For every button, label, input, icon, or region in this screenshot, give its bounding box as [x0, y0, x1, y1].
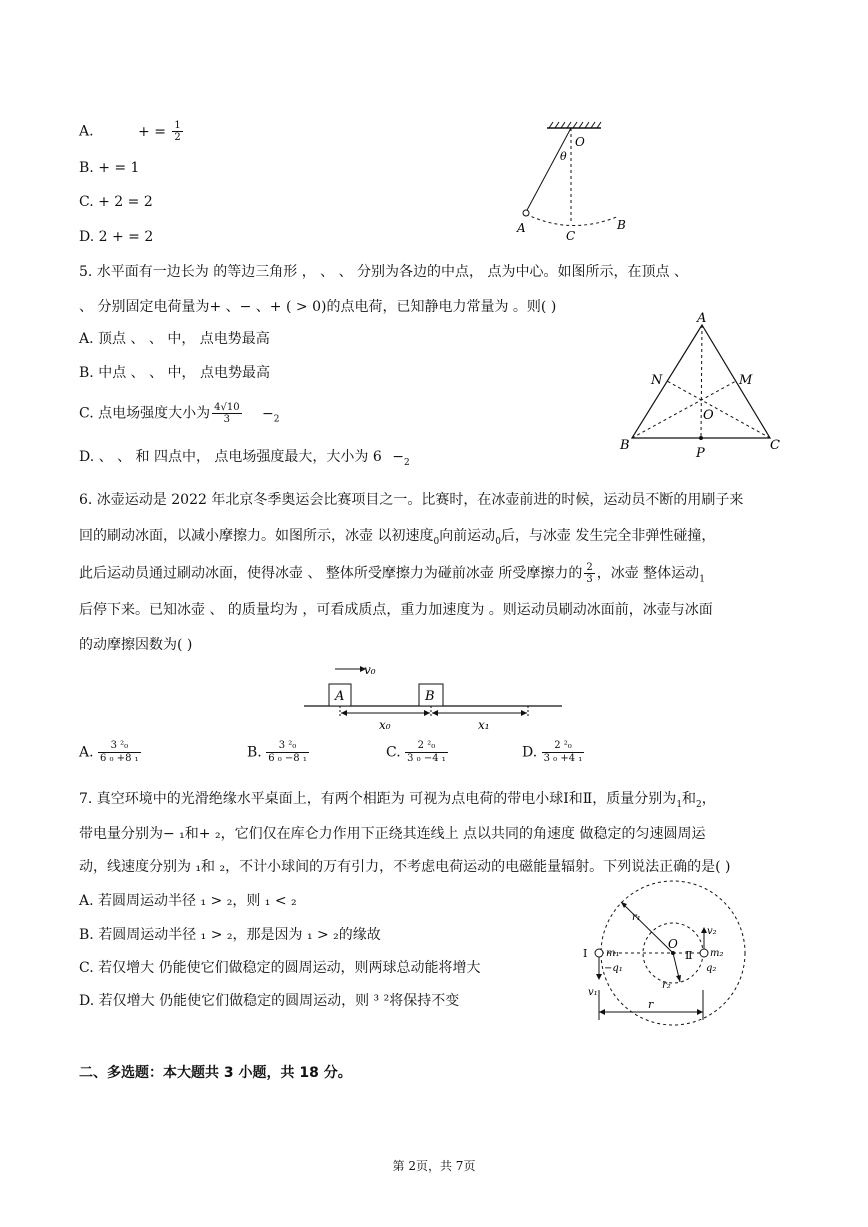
curling-label-x0: x₀ — [379, 718, 391, 732]
q6-a-den: 6 ₀ +8 ₁ — [100, 753, 139, 764]
q4-option-d: D. 2 + = 2 — [79, 229, 154, 245]
curling-label-v0: v₀ — [364, 663, 376, 677]
q7-option-d: D. 若仅增大 仍能使它们做稳定的圆周运动，则 ³ ²将保持不变 — [79, 993, 460, 1009]
orbit-label-v2: v₂ — [707, 926, 717, 937]
q4-option-a-text: + = — [138, 123, 166, 140]
orbit-label-m2: m₂ — [710, 948, 724, 959]
q6-d-label: D. — [522, 744, 538, 761]
q4-option-c: C. + 2 = 2 — [79, 194, 153, 210]
q7-stem-line2: 带电量分别为− ₁和+ ₂，它们仅在库仑力作用下正绕其连线上 点以共同的角速度 做稳定的匀速圆周运 — [79, 826, 706, 842]
q6-line3-fraction — [584, 562, 594, 585]
q7-line1-sub2: 2 — [696, 800, 702, 810]
q5-c-fraction — [212, 402, 241, 425]
q4-a-den: 2 — [174, 132, 181, 143]
orbit-figure — [578, 880, 750, 1030]
q7-option-a: A. 若圆周运动半径 ₁ > ₂，则 ₁ < ₂ — [79, 893, 297, 909]
curling-label-x1: x₁ — [478, 718, 490, 732]
q7-line1-mid: 和 — [682, 791, 697, 807]
q6-stem-line4: 后停下来。已知冰壶 、 的质量均为 ，可看成质点，重力加速度为 。则运动员刷动冰面前，冰壶与冰面 — [79, 602, 713, 618]
pendulum-label-b: B — [617, 218, 626, 232]
q5-option-c — [79, 402, 280, 430]
q7-option-b: B. 若圆周运动半径 ₁ > ₂，那是因为 ₁ > ₂的缘故 — [79, 927, 381, 943]
q5-c-post: − — [262, 405, 274, 422]
q6-line2-sub2: 0 — [495, 537, 501, 547]
triangle-label-c: C — [770, 438, 780, 453]
q4-a-num: 1 — [174, 120, 181, 131]
orbit-label-q2: q₂ — [706, 963, 717, 974]
pendulum-label-c: C — [566, 229, 576, 240]
triangle-label-n: N — [651, 373, 663, 388]
page-footer: 第 2页，共 7页 — [392, 1159, 476, 1173]
orbit-label-r: r — [648, 998, 654, 1011]
q6-option-d — [522, 740, 584, 765]
triangle-label-a: A — [697, 311, 707, 326]
pendulum-label-o: O — [575, 135, 585, 149]
q6-d-num: 2 ²₀ — [542, 740, 585, 753]
pendulum-label-theta: θ — [560, 150, 567, 163]
q6-c-label: C. — [386, 744, 401, 761]
q6-a-num: 3 ²₀ — [98, 740, 141, 753]
q6-c-den: 3 ₀ −4 ₁ — [407, 753, 446, 764]
q6-stem-line2 — [79, 526, 715, 552]
orbit-label-r1: r₁ — [632, 912, 641, 923]
orbit-label-r2: r₂ — [662, 980, 671, 991]
q4-option-b: B. + = 1 — [79, 160, 140, 176]
q5-option-d — [79, 447, 410, 473]
triangle-label-o: O — [703, 408, 714, 423]
q6-c-num: 2 ²₀ — [405, 740, 448, 753]
q6-d-fraction — [542, 740, 585, 765]
q6-line2-post: 向前运动 — [439, 528, 496, 544]
orbit-label-v1: v₁ — [588, 987, 598, 998]
q6-stem-line1: 6. 冰壶运动是 2022 年北京冬季奥运会比赛项目之一。比赛时，在冰壶前进的时候，运动员不断的用刷子来 — [79, 492, 744, 508]
q5-option-a: A. 顶点 、 、 中， 点电势最高 — [79, 331, 270, 347]
q5-c-pre: C. 点电场强度大小为 — [79, 405, 211, 422]
curling-figure — [300, 660, 565, 738]
q5-c-num: 4√10 — [214, 402, 240, 413]
q6-line3-den: 3 — [586, 574, 593, 585]
q6-stem-line3 — [79, 562, 705, 590]
q6-options — [79, 740, 639, 776]
triangle-figure — [615, 310, 790, 458]
q6-a-fraction — [98, 740, 141, 765]
orbit-label-q1: −q₁ — [604, 963, 623, 974]
q7-option-c: C. 若仅增大 仍能使它们做稳定的圆周运动，则两球总动能将增大 — [79, 960, 481, 976]
q5-c-den: 3 — [223, 414, 231, 425]
q6-line2-end: 后，与冰壶 发生完全非弹性碰撞， — [500, 528, 716, 544]
q6-d-den: 3 ₀ +4 ₁ — [543, 753, 583, 764]
orbit-label-ii: Ⅱ — [685, 949, 693, 962]
q7-line1-sub: 1 — [676, 800, 683, 810]
q6-line3-pre: 此后运动员通过刷动冰面，使得冰壶 、 整体所受摩擦力为碰前冰壶 所受摩擦力的 — [79, 565, 583, 582]
q6-b-num: 3 ²₀ — [266, 740, 309, 753]
orbit-label-o: O — [668, 937, 678, 951]
q7-stem-line1 — [79, 789, 716, 815]
pendulum-label-a: A — [517, 221, 526, 235]
curling-label-a: A — [335, 689, 345, 704]
q6-stem-line5: 的动摩擦因数为( ) — [79, 637, 193, 653]
q6-option-a — [79, 740, 141, 765]
q6-option-b — [247, 740, 309, 765]
q6-line3-post: ，冰壶 整体运动 — [596, 565, 700, 582]
pendulum-figure — [505, 120, 645, 240]
triangle-label-m: M — [739, 373, 753, 388]
q5-stem-line1: 5. 水平面有一边长为 的等边三角形 ， 、 、 分别为各边的中点， 点为中心。如图所示，在顶点 、 — [79, 264, 688, 280]
orbit-label-i: Ⅰ — [583, 947, 588, 960]
q6-line2-text: 回的刷动冰面，以减小摩擦力。如图所示，冰壶 以初速度 — [79, 528, 434, 544]
q6-a-label: A. — [79, 744, 94, 761]
orbit-label-m1: m₁ — [606, 948, 620, 959]
q4-option-a — [79, 120, 185, 143]
q6-b-fraction — [266, 740, 309, 765]
q6-line3-sub: 1 — [699, 574, 705, 585]
section-heading: 二、多选题：本大题共 3 小题，共 18 分。 — [79, 1065, 352, 1081]
q6-option-c — [386, 740, 448, 765]
q6-b-den: 6 ₀ −8 ₁ — [268, 753, 307, 764]
triangle-label-b: B — [620, 438, 630, 453]
q5-c-sub: 2 — [273, 414, 280, 425]
q7-line1-end: ， — [701, 791, 716, 807]
q6-line2-sub: 0 — [433, 537, 440, 547]
q6-c-fraction — [405, 740, 448, 765]
q4-option-a-label: A. — [79, 123, 94, 140]
q6-line3-num: 2 — [586, 562, 593, 573]
q5-d-sub: 2 — [403, 458, 410, 468]
q5-d-post: − — [392, 449, 404, 465]
q6-b-label: B. — [247, 744, 262, 761]
curling-label-b: B — [425, 689, 435, 704]
q5-d-pre: D. 、 、 和 四点中， 点电场强度最大，大小为 6 — [79, 449, 382, 465]
q4-option-a-fraction — [172, 120, 182, 143]
triangle-label-p: P — [696, 446, 705, 458]
q5-stem-line2: 、 分别固定电荷量为+ 、− 、+ ( > 0)的点电荷，已知静电力常量为 。则( ) — [79, 299, 557, 315]
q7-stem-line3: 动，线速度分别为 ₁和 ₂，不计小球间的万有引力，不考虑电荷运动的电磁能量辐射。下列说法正确的是( ) — [79, 859, 731, 875]
q5-option-b: B. 中点 、 、 中， 点电势最高 — [79, 365, 270, 381]
q7-line1-text: 7. 真空环境中的光滑绝缘水平桌面上，有两个相距为 可视为点电荷的带电小球Ⅰ和Ⅱ，质量分别为 — [79, 791, 677, 807]
